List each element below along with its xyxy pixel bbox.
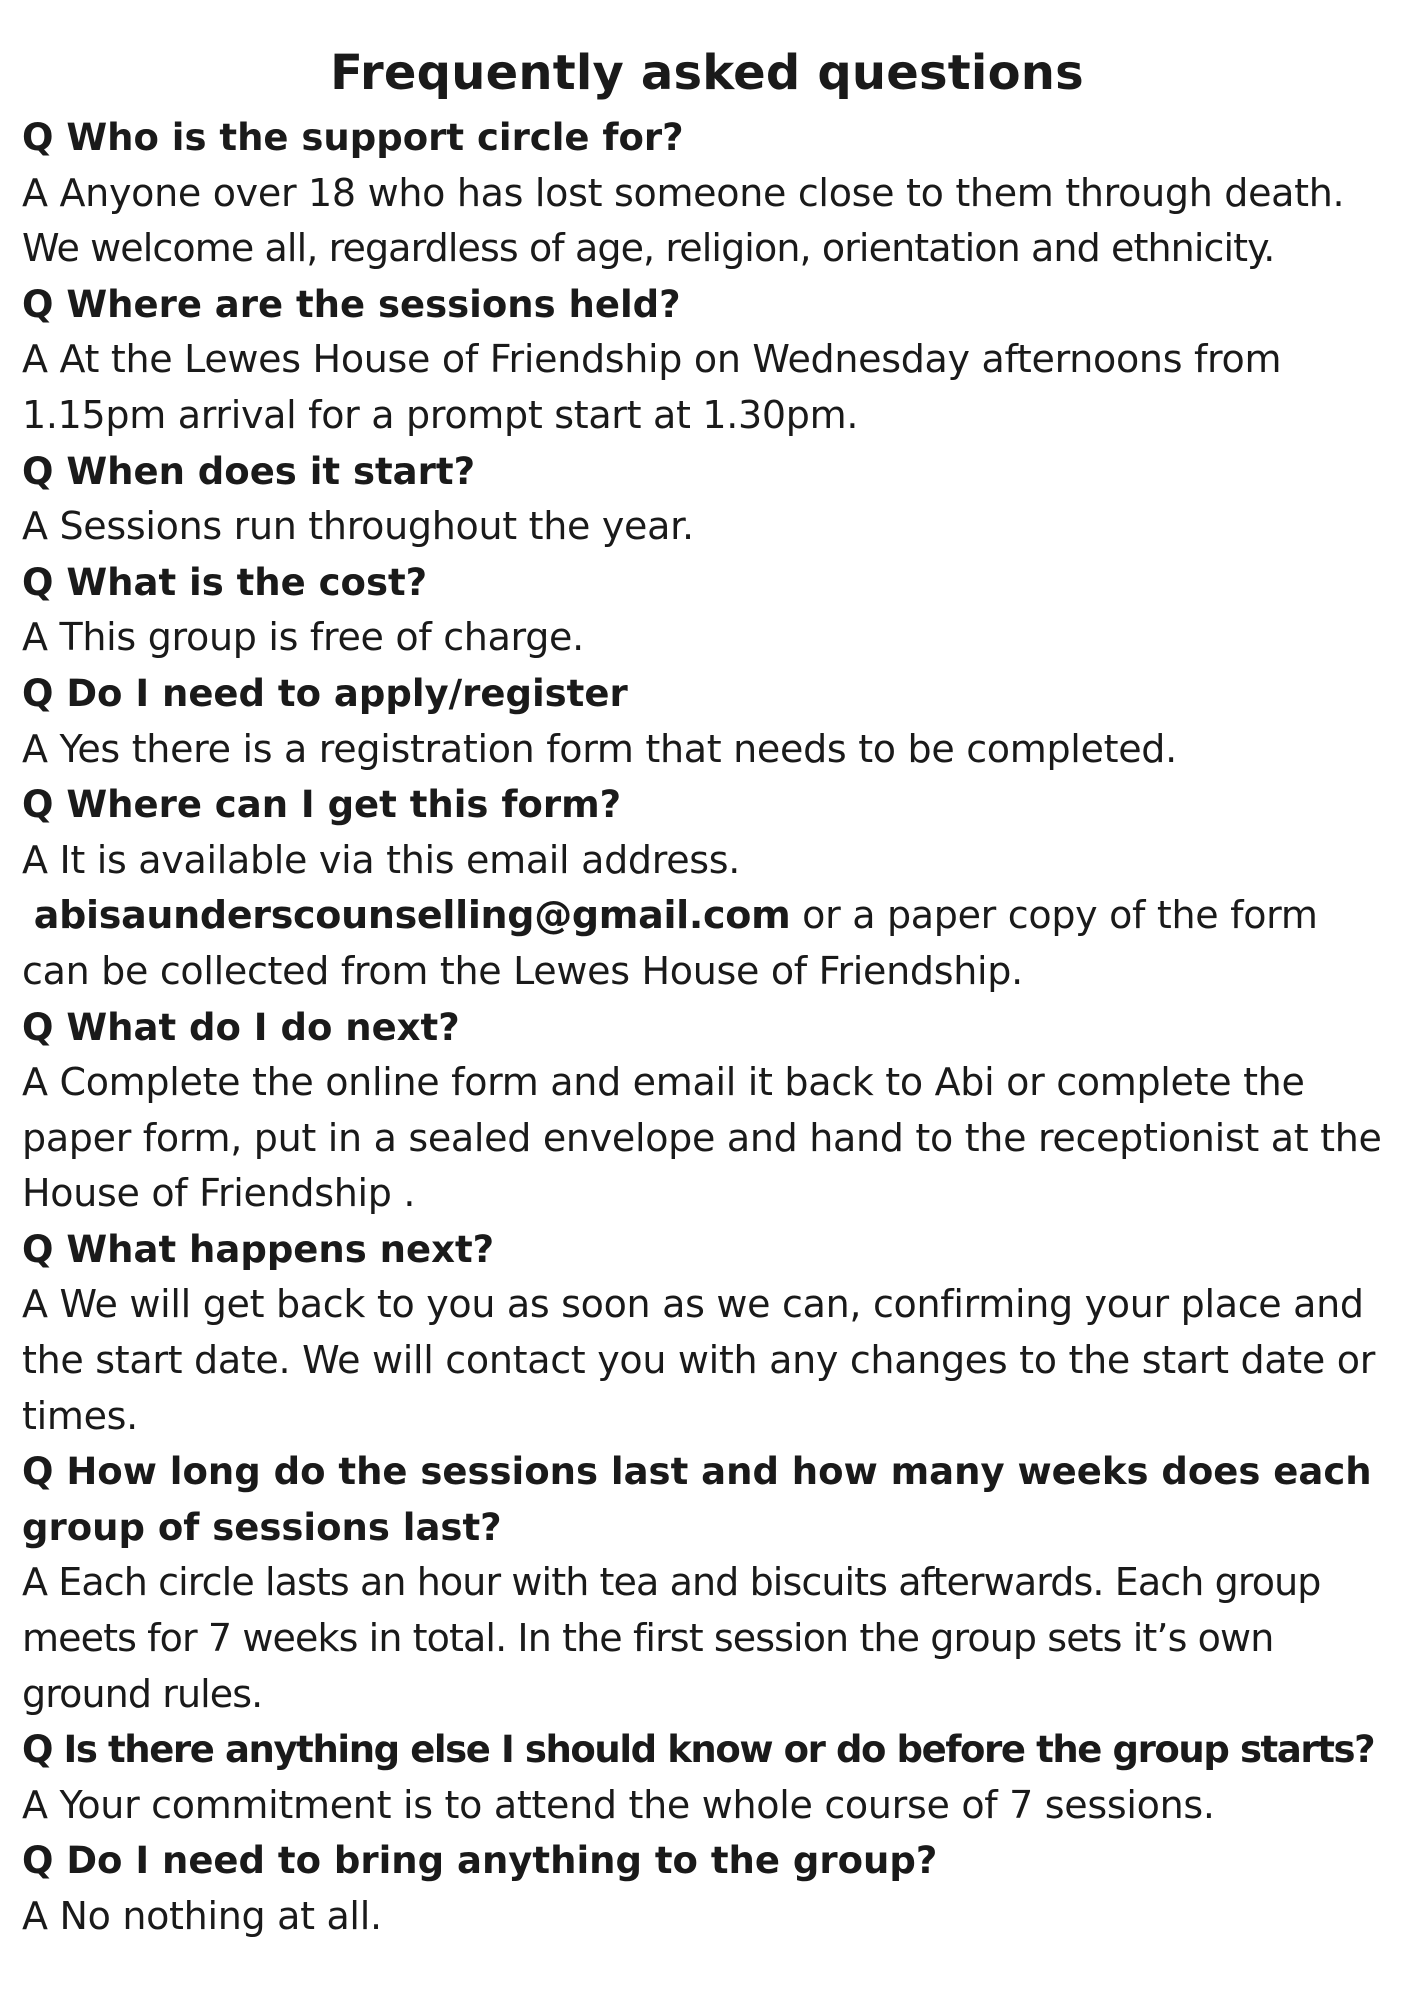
question-get-form: Q Where can I get this form? — [22, 783, 622, 827]
page-title: Frequently asked questions — [330, 45, 1084, 101]
question-what-next: Q What do I do next? — [22, 1005, 460, 1049]
question-anything-else: Q Is there anything else I should know or do before the group starts? — [22, 1728, 1375, 1772]
answer-get-form-paper-copy: or a paper copy of the form can be collected from the Lewes House of Friendship. — [22, 893, 1318, 993]
answer-apply-register: A Yes there is a registration form that needs to be completed. — [22, 726, 1177, 771]
answer-support-circle: A Anyone over 18 who has lost someone close to them through death. — [22, 170, 1345, 215]
question-session-length: Q How long do the sessions last and how many weeks does each group of sessions last? — [22, 1450, 1385, 1549]
answer-cost: A This group is free of charge. — [22, 615, 584, 660]
faq-list — [22, 110, 1392, 1945]
question-support-circle: Q Who is the support circle for? — [22, 116, 684, 159]
answer-get-form-detail — [22, 888, 1392, 999]
answer-what-next: A Complete the online form and email it back to Abi or complete the paper form, put in a sealed envelope and hand to the receptionist at the House of Friendship . — [22, 1060, 1382, 1216]
question-when-start: Q When does it start? — [22, 449, 476, 493]
email-address[interactable]: abisaunderscounselling@gmail.com — [33, 893, 791, 938]
answer-when-start: A Sessions run throughout the year. — [22, 504, 694, 549]
answer-bring-anything: A No nothing at all. — [22, 1894, 382, 1938]
question-apply-register: Q Do I need to apply/register — [22, 671, 628, 715]
answer-session-length: A Each circle lasts an hour with tea and biscuits afterwards. Each group meets for 7 weeks in total. In the first session the group sets it’s own ground rules. — [22, 1560, 1321, 1716]
answer-welcome-all: We welcome all, regardless of age, religion, orientation and ethnicity. — [22, 226, 1275, 271]
question-where-held: Q Where are the sessions held? — [22, 282, 681, 326]
answer-where-held: A At the Lewes House of Friendship on Wednesday afternoons from 1.15pm arrival for a prompt start at 1.30pm. — [22, 337, 1282, 437]
question-cost: Q What is the cost? — [22, 560, 428, 604]
question-what-happens-next: Q What happens next? — [22, 1227, 495, 1271]
question-bring-anything: Q Do I need to bring anything to the group? — [22, 1839, 938, 1883]
answer-get-form: A It is available via this email address. — [22, 837, 741, 882]
answer-what-happens-next: A We will get back to you as soon as we can, confirming your place and the start date. We will contact you with any changes to the start date or times. — [22, 1282, 1376, 1438]
answer-anything-else: A Your commitment is to attend the whole course of 7 sessions. — [22, 1782, 1215, 1827]
